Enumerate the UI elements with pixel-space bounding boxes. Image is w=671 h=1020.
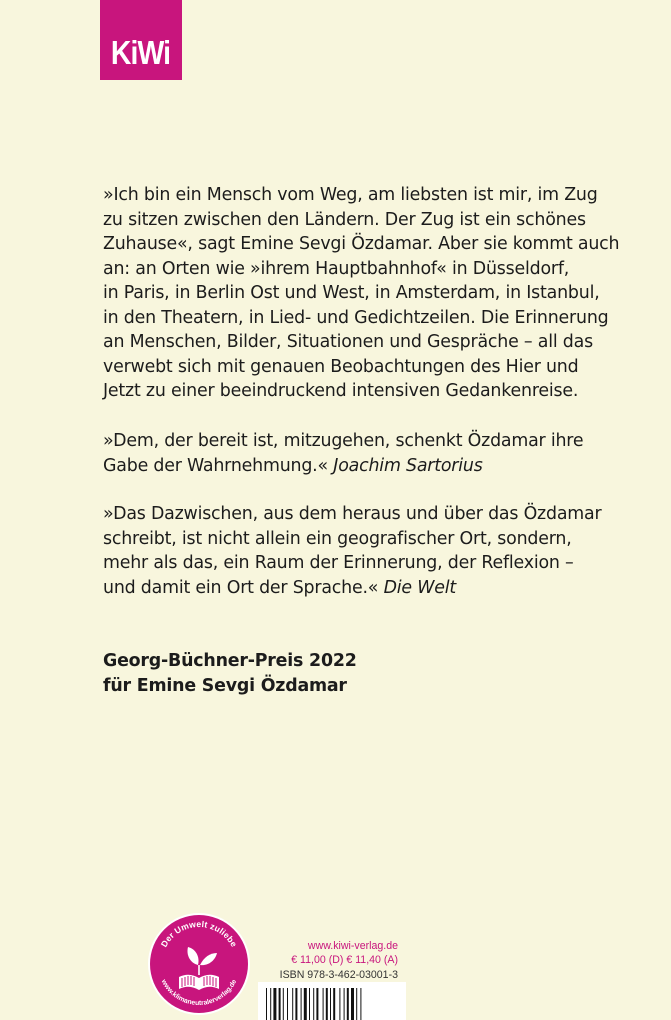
barcode-bar	[279, 988, 281, 1020]
barcode-bar	[323, 988, 324, 1020]
climate-neutral-badge	[146, 911, 252, 1017]
quote-line	[103, 576, 603, 601]
review-quote-die-welt	[103, 502, 603, 600]
barcode-bar	[287, 988, 288, 1020]
blurb-line: in Paris, in Berlin Ost und West, in Amsterdam, in Istanbul,	[103, 283, 600, 303]
blurb-line: verwebt sich mit genauen Beobachtungen des Hier und	[103, 356, 579, 377]
quote-line: mehr als das, ein Raum der Erinnerung, der Reflexion –	[103, 553, 574, 573]
barcode-bar	[270, 988, 271, 1020]
imprint	[278, 939, 398, 982]
badge-top-text: Der Umwelt zuliebe	[158, 918, 240, 949]
barcode-bar	[344, 988, 345, 1020]
barcode-bar	[266, 988, 267, 1020]
blurb-line: in den Theatern, in Lied- und Gedichtzeilen. Die Erinnerung	[103, 307, 609, 328]
barcode	[258, 982, 406, 1020]
quote-text: Gabe der Wahrnehmung.«	[103, 455, 334, 476]
barcode-bar	[313, 988, 314, 1020]
quote-line: schreibt, ist nicht allein ein geografischer Ort, sondern,	[103, 528, 572, 549]
logo-text: KiWi	[111, 34, 171, 71]
barcode-bar	[347, 988, 349, 1020]
barcode-bar	[326, 988, 328, 1020]
barcode-bar	[330, 988, 331, 1020]
blurb-line: an Menschen, Bilder, Situationen und Gespräche – all das	[103, 332, 593, 352]
award-note	[103, 649, 603, 698]
blurb-line: an: an Orten wie »ihrem Hauptbahnhof« in Düsseldorf,	[103, 258, 570, 279]
award-line: Georg-Büchner-Preis 2022	[103, 651, 357, 671]
quote-source: Die Welt	[383, 577, 456, 598]
barcode-bar	[292, 988, 293, 1020]
barcode-bar	[356, 988, 357, 1020]
barcode-bar	[351, 988, 354, 1020]
barcode-bar	[333, 988, 335, 1020]
quote-line	[103, 454, 603, 479]
publisher-logo	[100, 0, 182, 80]
barcode-bar	[304, 988, 307, 1020]
isbn-label: ISBN 978-3-462-03001-3	[279, 968, 398, 981]
barcode-bar	[273, 988, 276, 1020]
blurb-line: »Ich bin ein Mensch vom Weg, am liebsten ist mir, im Zug	[103, 185, 598, 205]
blurb-line: Zuhause«, sagt Emine Sevgi Özdamar. Aber sie kommt auch	[103, 234, 620, 254]
barcode-bar	[316, 988, 318, 1020]
price-label: € 11,00 (D) € 11,40 (A)	[291, 954, 398, 967]
blurb-line: zu sitzen zwischen den Ländern. Der Zug ist ein schönes	[103, 209, 586, 230]
barcode-bar	[295, 988, 297, 1020]
barcode-bar	[309, 988, 310, 1020]
quote-line: »Das Dazwischen, aus dem heraus und über das Özdamar	[103, 504, 602, 524]
barcode-bar	[301, 988, 302, 1020]
barcode-bar	[283, 988, 284, 1020]
barcode-bar	[339, 988, 340, 1020]
quote-source: Joachim Sartorius	[333, 455, 483, 476]
publisher-url[interactable]: www.kiwi-verlag.de	[307, 940, 398, 952]
review-quote-sartorius	[103, 429, 603, 478]
blurb-paragraph	[103, 183, 620, 404]
blurb-line: Jetzt zu einer beeindruckend intensiven Gedankenreise.	[103, 381, 579, 401]
quote-line: »Dem, der bereit ist, mitzugehen, schenkt Özdamar ihre	[103, 431, 584, 451]
quote-text: und damit ein Ort der Sprache.«	[103, 577, 384, 598]
award-line: für Emine Sevgi Özdamar	[103, 675, 347, 696]
barcode-bar	[360, 988, 361, 1020]
badge-bottom-text: www.klimaneutralerverlag.de	[159, 978, 239, 1008]
